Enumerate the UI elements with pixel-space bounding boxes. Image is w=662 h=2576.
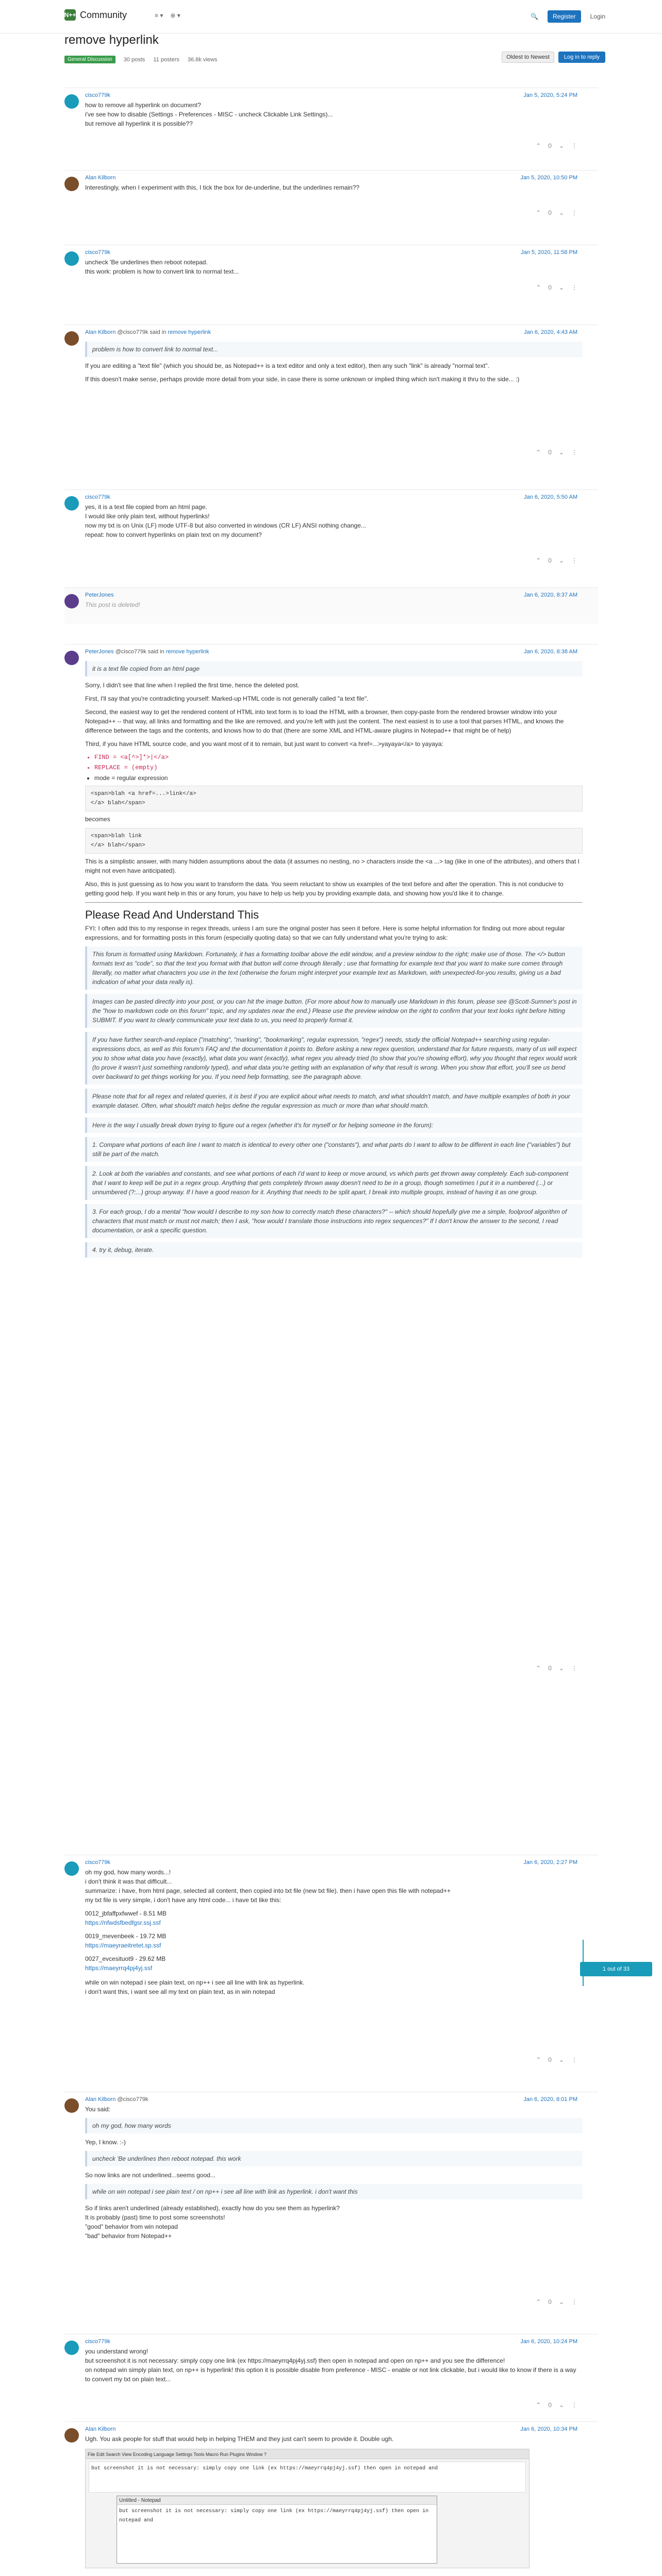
post-date[interactable]: Jan 6, 2020, 5:50 AM: [524, 494, 577, 500]
register-button[interactable]: Register: [548, 10, 581, 23]
file-link[interactable]: https://maeyrrq4pj4yj.ssf: [85, 1964, 153, 1972]
search-icon[interactable]: 🔍: [530, 13, 538, 20]
post-line: you understand wrong!: [85, 2348, 148, 2355]
post-body: [85, 502, 583, 539]
post-paragraph: This is a simplistic answer, with many hidden assumptions about the data (it assumes no nesting, no > characters inside the <a ...> tag (like in one of the attributes), and others that I might not even have anticipated).: [85, 858, 580, 874]
author-link[interactable]: cisco779k: [85, 92, 110, 98]
post-paragraph: If this doesn't make sense, perhaps provide more detail from your side, in case there is some unknown or implied thing which isn't making it thru to the side... :): [85, 376, 520, 383]
more-icon[interactable]: ⋮: [571, 2401, 577, 2409]
post-body: [85, 1868, 583, 1996]
post-line: my txt file is very simple, i don't have any html code... i have txt like this:: [85, 1896, 282, 1904]
post-date[interactable]: Jan 6, 2020, 8:37 AM: [524, 592, 577, 598]
list-item: • mode = regular expression: [94, 773, 583, 783]
step-box: [85, 1242, 583, 1258]
author-link[interactable]: cisco779k: [85, 1859, 110, 1866]
post-date[interactable]: Jan 6, 2020, 10:34 PM: [520, 2426, 577, 2432]
mention[interactable]: @cisco779k: [115, 649, 146, 655]
blockquote: problem is how to convert link to normal text...: [85, 342, 583, 357]
post-paragraph: If you are editing a "text file" (which you should be, as Notepad++ is a text editor and only a text editor), then any such "link" is already "normal text".: [85, 362, 489, 369]
post-line: summarize: i have, from html page, selected all content, then copied into txt file (new txt file). then i have open this file with notepad++: [85, 1887, 451, 1894]
post: [64, 644, 598, 1675]
post-actions: [536, 2401, 577, 2409]
post: [64, 170, 598, 219]
post-header: [85, 329, 211, 335]
blockquote: oh my god, how many words: [85, 2118, 583, 2133]
upvote-icon[interactable]: ⌃: [536, 557, 541, 564]
topic-actions: [502, 52, 605, 63]
post-line: but remove all hyperlink it is possible??: [85, 120, 193, 127]
category-badge[interactable]: General Discussion: [64, 56, 115, 63]
code-block: [85, 828, 583, 854]
downvote-icon[interactable]: ⌄: [558, 2298, 564, 2306]
site-logo: N++: [64, 9, 76, 21]
post-header: [85, 2338, 110, 2345]
file-name: 0027_evcesituot9 - 29.62 MB: [85, 1955, 166, 1962]
site-name: Community: [80, 9, 127, 20]
author-link[interactable]: cisco779k: [85, 494, 110, 500]
post-line: i've see how to disable (Settings - Preferences - MISC - uncheck Clickable Link Settings)...: [85, 111, 333, 118]
post-date[interactable]: Jan 6, 2020, 10:24 PM: [520, 2338, 577, 2345]
section-heading: Please Read And Understand This: [85, 908, 259, 921]
code-block: [85, 786, 583, 811]
vote-count: 0: [548, 284, 552, 291]
post-paragraph: So now links are not underlined...seems good...: [85, 2172, 216, 2179]
editor-line: but screenshot it is not necessary: simply copy one link (ex https://maeyrrq4pj4yj.ssf) then open in notepad and: [91, 2466, 438, 2471]
post-body: [85, 337, 583, 388]
post-actions: [536, 557, 577, 564]
more-icon[interactable]: ⋮: [571, 284, 577, 291]
post-header: [85, 249, 110, 256]
post-header: [85, 592, 114, 598]
step-number: 2.: [92, 1170, 100, 1177]
post-line: "bad" behavior from Notepad++: [85, 2232, 172, 2240]
post: [64, 2092, 598, 2309]
step-text: try it, debug, iterate.: [99, 1246, 154, 1253]
list-item: • REPLACE = (empty): [94, 763, 583, 772]
avatar[interactable]: [64, 2341, 79, 2355]
file-list: [85, 1909, 583, 1973]
avatar[interactable]: [64, 496, 79, 511]
topic-link[interactable]: remove hyperlink: [168, 329, 211, 335]
more-icon[interactable]: ⋮: [571, 142, 577, 149]
post-header: [85, 649, 209, 655]
post-date[interactable]: Jan 6, 2020, 2:27 PM: [523, 1859, 577, 1866]
upvote-icon[interactable]: ⌃: [536, 209, 541, 216]
auth-links: [531, 10, 605, 23]
step-number: 3.: [92, 1208, 100, 1215]
post-body: [85, 2105, 583, 2241]
post: [64, 88, 598, 152]
code-line: </a> blah</span>: [91, 842, 145, 849]
window-content: but screenshot it is not necessary: simply copy one link (ex https://maeyrrq4pj4yj.ssf) then open in notepad and: [119, 2509, 429, 2523]
author-link[interactable]: Alan Kilborn: [85, 2096, 116, 2103]
author-link[interactable]: PeterJones: [85, 592, 114, 598]
more-icon[interactable]: ⋮: [571, 2056, 577, 2063]
post-header: [85, 175, 115, 181]
post-body: [85, 183, 583, 192]
info-box: If you have further search-and-replace ("matching", "marking", "bookmarking", regular expression, "regex") needs, study the official Notepad++ searching using regular-expressions docs, as well as this forum's FAQ and the documentation it points to. Before asking a new regex question, understand that for future requests, many of us will expect you to show what data you have (exactly), what data you want (exactly), what regex you already tried (to show that you're showing effort), why you thought that regex would work (to prove it wasn't just something randomly typed), and what data you're getting with an explanation of why that result is wrong. When you show that effort, you'll see us bend over backward to get things working for you. If you need help formatting, see the paragraph above.: [85, 1032, 583, 1084]
file-name: 0019_mevenbeek - 19.72 MB: [85, 1933, 167, 1940]
post-line: Ugh. You ask people for stuff that would help in helping THEM and they just can't seem to provide it. Double ugh.: [85, 2435, 394, 2443]
upvote-icon[interactable]: ⌃: [536, 2401, 541, 2409]
post-line: on notepad win simply plain text, on np++ is hyperlink! this option it is possible disable from preference - MISC - enable or not link clickable, but i would like to know if there is a way to convert my txt on plain text...: [85, 2366, 576, 2383]
downvote-icon[interactable]: ⌄: [558, 557, 564, 564]
step-box: [85, 1166, 583, 1200]
upvote-icon[interactable]: ⌃: [536, 2056, 541, 2063]
post-deleted: [64, 587, 598, 624]
post: [64, 2421, 598, 2576]
upvote-icon[interactable]: ⌃: [536, 2298, 541, 2306]
post-line: I would like only plain text, without hyperlinks!: [85, 513, 210, 520]
post-header: [85, 1859, 110, 1866]
author-link[interactable]: Alan Kilborn: [85, 175, 116, 181]
sort-button[interactable]: Oldest to Newest: [502, 52, 554, 63]
post-progress-indicator[interactable]: 1 out of 33: [580, 1962, 652, 1976]
post-actions: [536, 284, 577, 291]
post-body: [85, 2347, 583, 2384]
log-in-reply-button[interactable]: Log in to reply: [558, 52, 605, 63]
avatar[interactable]: [64, 251, 79, 266]
code-line: </a> blah</span>: [91, 800, 145, 806]
downvote-icon[interactable]: ⌄: [558, 142, 564, 149]
divider: [85, 902, 583, 903]
post: [64, 325, 598, 459]
post-paragraph: First, I'll say that you're contradicting yourself: Marked-up HTML code is not generally called "a text file".: [85, 695, 369, 702]
post-line: yes, it is a text file copied from an html page.: [85, 503, 207, 511]
author-link[interactable]: PeterJones: [85, 649, 114, 655]
upvote-icon[interactable]: ⌃: [536, 142, 541, 149]
window-title: Untitled - Notepad: [117, 2496, 437, 2505]
post-header: [85, 2426, 115, 2432]
vote-count: 0: [548, 2401, 552, 2409]
screenshot-editor: [89, 2462, 526, 2493]
posts-count: 30 posts: [123, 56, 145, 63]
post: [64, 245, 598, 294]
avatar[interactable]: [64, 331, 79, 346]
post-paragraph: becomes: [85, 816, 110, 823]
downvote-icon[interactable]: ⌄: [558, 2056, 564, 2063]
avatar[interactable]: [64, 94, 79, 109]
topic-link[interactable]: remove hyperlink: [166, 649, 209, 655]
post-header: [85, 2096, 148, 2103]
author-link[interactable]: cisco779k: [85, 249, 110, 256]
info-box: Images can be pasted directly into your post, or you can hit the image button. (For more about how to manually use Markdown in this forum, please see @Scott-Sumner's post in the "how to markdown code on this forum" topic, and my updates near the end.) Please use the preview window on the right to confirm that your text looks right before hitting SUBMIT. If you want to clearly communicate your text data to us, you need to properly format it.: [85, 994, 583, 1028]
post-body: [85, 258, 583, 276]
vote-count: 0: [548, 2298, 552, 2306]
avatar[interactable]: [64, 594, 79, 608]
post-line: this work: problem is how to convert link to normal text...: [85, 268, 239, 275]
author-link[interactable]: Alan Kilborn: [85, 2426, 116, 2432]
post-date[interactable]: Jan 5, 2020, 10:50 PM: [520, 175, 577, 181]
post-line: but screenshot it is not necessary: simply copy one link (ex https://maeyrrq4pj4yj.ssf) then open in notepad and open on np++ and you see the difference!: [85, 2357, 505, 2364]
list-item: • FIND = <a[^>]*>|</a>: [94, 753, 583, 762]
vote-count: 0: [548, 449, 552, 456]
author-link[interactable]: cisco779k: [85, 2338, 110, 2345]
file-name: 0012_jbfaffpxfwwef - 8.51 MB: [85, 1910, 167, 1917]
downvote-icon[interactable]: ⌄: [558, 2401, 564, 2409]
post-actions: [536, 209, 577, 216]
blockquote: it is a text file copied from an html page: [85, 661, 583, 676]
upvote-icon[interactable]: ⌃: [536, 1665, 541, 1672]
regex-settings-list: [85, 753, 583, 783]
step-number: 1.: [92, 1141, 100, 1148]
file-link[interactable]: https://nfwdsfbedfgsr.ssj.ssf: [85, 1919, 161, 1926]
upvote-icon[interactable]: ⌃: [536, 284, 541, 291]
post-actions: [536, 2056, 577, 2063]
deleted-notice: This post is deleted!: [85, 601, 140, 608]
post-body: [85, 2434, 583, 2573]
said-in-text: said in: [147, 649, 164, 655]
post-line: i don't want this, i want see all my text on plain text, as in win notepad: [85, 1988, 275, 1995]
login-link[interactable]: Login: [590, 13, 605, 20]
more-icon[interactable]: ⋮: [571, 2298, 577, 2306]
vote-count: 0: [548, 2056, 552, 2063]
vote-count: 0: [548, 142, 552, 149]
categories-menu-icon[interactable]: ≡ ▾: [155, 12, 163, 19]
post-date[interactable]: Jan 5, 2020, 5:24 PM: [523, 92, 577, 98]
post-actions: [536, 142, 577, 149]
post-body: [85, 100, 583, 128]
topic-title: remove hyperlink: [64, 33, 159, 47]
code-line: <span>blah link: [91, 833, 142, 839]
post-body: [85, 657, 583, 1262]
views-count: 36.8k views: [187, 56, 218, 63]
vote-count: 0: [548, 1665, 552, 1672]
post-body: [85, 600, 583, 609]
post-paragraph: You said:: [85, 2106, 110, 2113]
avatar[interactable]: [64, 2428, 79, 2443]
file-link[interactable]: https://maeyraeitretet.sp.ssf: [85, 1942, 161, 1949]
post-date[interactable]: Jan 6, 2020, 8:38 AM: [524, 649, 577, 655]
blockquote: while on win notepad i see plain text / on np++ i see all line with link as hyperlink. i don't want this: [85, 2184, 583, 2199]
info-box: Please note that for all regex and related queries, it is best if you are explicit about what needs to match, and what shouldn't match, and have multiple examples of both in your example dataset. Often, what should't match helps define the regular expression as much or more than what should match.: [85, 1089, 583, 1113]
blockquote: uncheck 'Be underlines then reboot notepad. this work: [85, 2151, 583, 2166]
step-box: [85, 1137, 583, 1162]
post-date[interactable]: Jan 6, 2020, 8:01 PM: [523, 2096, 577, 2103]
downvote-icon[interactable]: ⌄: [558, 1665, 564, 1672]
downvote-icon[interactable]: ⌄: [558, 209, 564, 216]
post-actions: [536, 2298, 577, 2306]
downvote-icon[interactable]: ⌄: [558, 449, 564, 456]
mention[interactable]: @cisco779k: [117, 329, 148, 335]
step-text: Look at both the variables and constants, and see what portions of each I'd want to keep or move around, vs which parts get thrown away completely. Each sub-component that I want to keep will be put in a regex group. Anything that gets completely thrown away doesn't need to be in a group, though sometimes I put it in a numbered (...) or unnumbered (?:...) group anyway. If I have a good reason for it. Anything that needs to be split apart, I break into multiple groups, instead of having it as one group.: [92, 1170, 569, 1196]
vote-count: 0: [548, 557, 552, 564]
info-box: This forum is formatted using Markdown. Fortunately, it has a formatting toolbar above the edit window, and a preview window to the right; make use of those. The </> button formats text as "code", so that the text you format with that button will come through literally ; use that formatting for example text that you want to make sure comes through literally, no matter what characters you use in the text (otherwise the forum might interpret your example text as Markdown, with unexpected-for-you results, giving us a bad indication of what your data really is).: [85, 946, 583, 990]
brand[interactable]: [64, 9, 127, 21]
topic-stats: [64, 56, 217, 63]
mention[interactable]: @cisco779k: [117, 2096, 148, 2103]
post: [64, 489, 598, 567]
post-line: oh my god, how many words...!: [85, 1869, 171, 1876]
post-actions: [536, 1665, 577, 1672]
post-line: "good" behavior from win notepad: [85, 2223, 178, 2230]
post-header: [85, 92, 110, 98]
info-box: Here is the way I usually break down trying to figure out a regex (whether it's for myself or for helping someone in the forum):: [85, 1117, 583, 1133]
recent-menu-icon[interactable]: ⊕ ▾: [170, 12, 180, 19]
post-date[interactable]: Jan 5, 2020, 11:58 PM: [521, 249, 577, 256]
step-text: Compare what portions of each line I want to match is identical to every other one ("constants"), and what parts do I want to allow to be different in each line ("variables") but still be part of the match.: [92, 1141, 571, 1158]
post-paragraph: Second, the easiest way to get the rendered content of HTML into text form is to load the HTML with a browser, then copy-paste from the rendered browser window into your Notepad++ -- that way, all links and formatting and the like are removed, and you're left with just the content. The next easiest is to use a tool that parses HTML, and knows the difference between the tags and the contents, and knows how to do that (there are some XML and HTML-aware plugins in Notepad++ that might be of help): [85, 708, 564, 734]
post-header: [85, 494, 110, 500]
post-date[interactable]: Jan 6, 2020, 4:43 AM: [524, 329, 577, 335]
post-line: uncheck 'Be underlines then reboot notepad.: [85, 259, 208, 266]
step-number: 4.: [92, 1246, 100, 1253]
step-box: [85, 1204, 583, 1238]
downvote-icon[interactable]: ⌄: [558, 284, 564, 291]
avatar[interactable]: [64, 177, 79, 191]
top-navigation: [0, 0, 662, 33]
post-paragraph: Sorry, I didn't see that line when I replied the first time, hence the deleted post.: [85, 682, 300, 689]
author-link[interactable]: Alan Kilborn: [85, 329, 116, 335]
post-line: how to remove all hyperlink on document?: [85, 101, 201, 109]
post-line: now my txt is on Unix (LF) mode UTF-8 but also converted in windows (CR LF) ANSI nothing change...: [85, 522, 366, 529]
post-line: repeat: how to convert hyperlinks on plain text on my document?: [85, 531, 262, 538]
post-line: So if links aren't underlined (already established), exactly how do you see them as hyperlink?: [85, 2205, 340, 2212]
avatar[interactable]: [64, 2098, 79, 2113]
embedded-screenshot[interactable]: [85, 2449, 529, 2568]
avatar[interactable]: [64, 651, 79, 665]
screenshot-menubar: [86, 2449, 529, 2459]
menu-text: File Edit Search View Encoding Language Settings Tools Macro Run Plugins Window ?: [88, 2452, 267, 2457]
more-icon[interactable]: ⋮: [571, 557, 577, 564]
vote-count: 0: [548, 209, 552, 216]
step-text: For each group, I do a mental "how would I describe to my son how to correctly match these characters?" -- which should hopefully give me a simple, foolproof algorithm of characters that must match or must not match; then I ask, "how would I translate those instructions into regex sequences?" If I don't know the answer to the second, I read documentation, or ask a specific question.: [92, 1208, 567, 1234]
posters-count: 11 posters: [153, 56, 179, 63]
more-icon[interactable]: ⋮: [571, 449, 577, 456]
post: [64, 1855, 598, 2066]
screenshot-notepad-window: [117, 2496, 437, 2564]
upvote-icon[interactable]: ⌃: [536, 449, 541, 456]
post-line: It is probably (past) time to post some screenshots!: [85, 2214, 225, 2221]
post-actions: [536, 449, 577, 456]
nav-icons: [155, 12, 180, 19]
post: [64, 2334, 598, 2412]
post-paragraph: Third, if you have HTML source code, and you want most of it to remain, but just want to convert <a href=...>yayaya</a> to yayaya:: [85, 740, 443, 748]
more-icon[interactable]: ⋮: [571, 209, 577, 216]
post-line: while on win notepad i see plain text, on np++ i see all line with link as hyperlink.: [85, 1979, 305, 1986]
post-line: Interestingly, when I experiment with this, I tick the box for de-underline, but the underlines remain??: [85, 184, 360, 191]
post-paragraph: Also, this is just guessing as to how you want to transform the data. You seem reluctant to show us examples of the text before and after the operation. This is not conducive to getting good help. If you want help in this or any forum, you have to help us help you by providing example data, and showing how you'd like it to change.: [85, 880, 564, 897]
post-line: i don't think it was that difficult...: [85, 1878, 172, 1885]
code-line: <span>blah <a href=...>link</a>: [91, 791, 196, 797]
avatar[interactable]: [64, 1861, 79, 1876]
post-paragraph: Yep, I know. :-): [85, 2139, 126, 2146]
said-in-text: said in: [150, 329, 167, 335]
more-icon[interactable]: ⋮: [571, 1665, 577, 1672]
post-paragraph: FYI: I often add this to my response in regex threads, unless I am sure the original poster has seen it before. Here is some helpful information for finding out more about regular expressions, and for formatting posts in this forum (especially quoting data) so that we can fully understand what you're trying to ask:: [85, 925, 565, 941]
